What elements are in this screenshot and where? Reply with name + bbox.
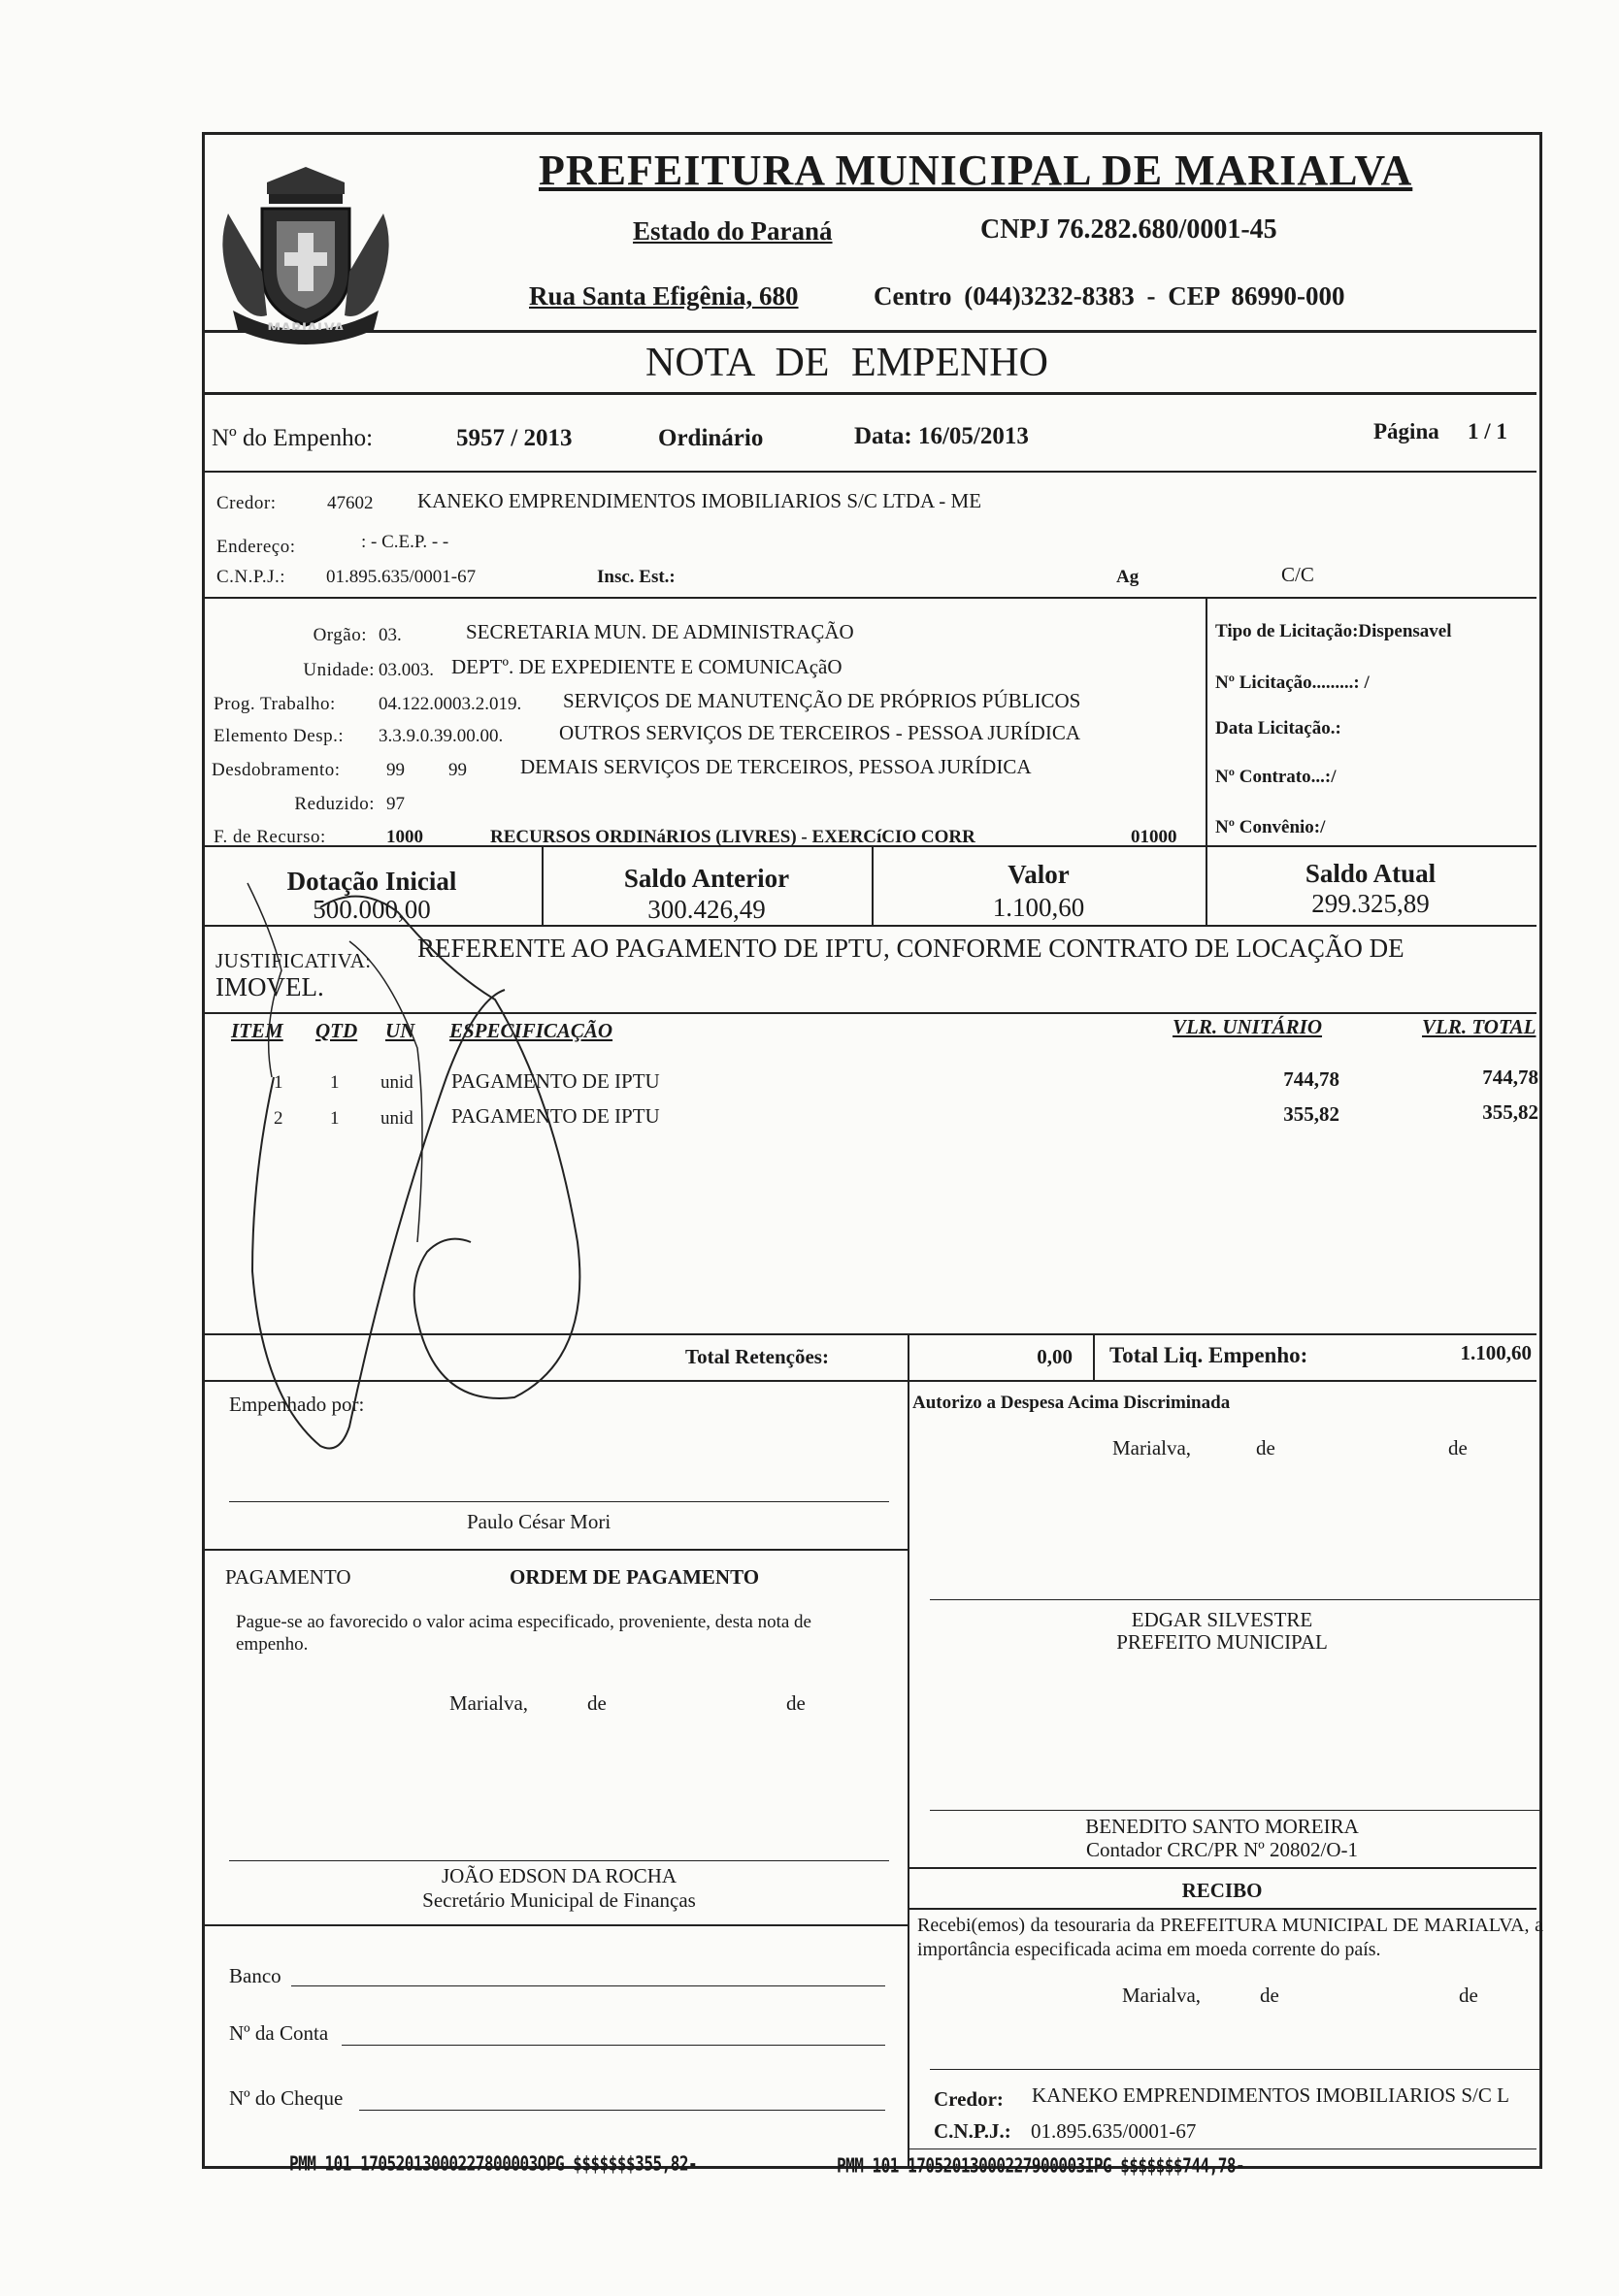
ordem-de-1: de — [587, 1691, 607, 1715]
credor-label: Credor: — [216, 493, 277, 513]
col-header-vlr-unitario: VLR. UNITÁRIO — [1173, 1015, 1323, 1038]
saldo-atual-label: Saldo Atual — [1305, 859, 1437, 888]
page-number: 1 / 1 — [1468, 419, 1507, 443]
data-licitacao: Data Licitação.: — [1215, 718, 1341, 738]
cnpj-label: C.N.P.J.: — [216, 567, 286, 587]
col-header-vlr-total: VLR. TOTAL — [1422, 1015, 1536, 1038]
empenho-date: Data: 16/05/2013 — [854, 423, 1029, 449]
banco-label: Banco — [229, 1964, 281, 1987]
divider — [202, 392, 1536, 395]
col-header-item: ITEM — [231, 1019, 283, 1042]
handwritten-signature-icon — [194, 854, 641, 1553]
recibo-cnpj-label: C.N.P.J.: — [934, 2119, 1011, 2143]
saldo-anterior-label: Saldo Anterior — [623, 864, 790, 893]
dotacao-value: 500.000,00 — [313, 895, 431, 924]
crest-ribbon-text: MARIALVA — [267, 321, 345, 337]
banco-line — [291, 1985, 885, 1986]
numero-convenio: Nº Convênio:/ — [1215, 817, 1326, 837]
tipo-licitacao: Tipo de Licitação:Dispensavel — [1215, 621, 1452, 641]
total-retencoes-value: 0,00 — [1037, 1345, 1073, 1368]
signature-line — [930, 1599, 1541, 1600]
reduzido-label: Reduzido: — [294, 794, 375, 814]
col-header-especificacao: ESPECIFICAÇÃO — [449, 1019, 613, 1042]
prog-label: Prog. Trabalho: — [214, 694, 336, 714]
recibo-title: RECIBO — [1181, 1879, 1263, 1902]
elemento-label: Elemento Desp.: — [214, 726, 345, 746]
table-row-2-un: unid — [380, 1108, 413, 1129]
contador-name: BENEDITO SANTO MOREIRA — [1085, 1815, 1359, 1838]
conta-line — [342, 2045, 885, 2046]
unidade-code: 03.003. — [379, 660, 434, 680]
reduzido-value: 97 — [386, 794, 405, 814]
empenhado-por-label: Empenhado por: — [229, 1393, 365, 1416]
recibo-credor-label: Credor: — [934, 2087, 1004, 2111]
credor-name: KANEKO EMPRENDIMENTOS IMOBILIARIOS S/C LTDA - ME — [417, 489, 982, 512]
divider — [202, 1924, 908, 1926]
col-header-un: UN — [385, 1019, 415, 1042]
table-row-2-total: 355,82 — [1482, 1100, 1538, 1124]
table-row-2-unit: 355,82 — [1283, 1102, 1339, 1126]
contador-role: Contador CRC/PR Nº 20802/O-1 — [1085, 1838, 1359, 1861]
recibo-de-1: de — [1260, 1984, 1279, 2007]
unidade-name: DEPTº. DE EXPEDIENTE E COMUNICAçãO — [451, 655, 843, 678]
numero-contrato: Nº Contrato...:/ — [1215, 767, 1337, 787]
endereco-value: : - C.E.P. - - — [361, 532, 449, 552]
divider — [908, 1867, 1536, 1869]
table-row-2-qtd: 1 — [330, 1108, 340, 1129]
recibo-marialva: Marialva, — [1122, 1984, 1202, 2007]
dotacao-label: Dotação Inicial — [286, 867, 457, 896]
total-retencoes-label: Total Retenções: — [685, 1345, 829, 1368]
elemento-code: 3.3.9.0.39.00.00. — [379, 726, 504, 746]
footer-code-2: PMM 101 17052013000227900003IPG $$$$$$$744,78- — [837, 2153, 1245, 2178]
autorizo-de-2: de — [1448, 1436, 1468, 1460]
total-liquido-value: 1.100,60 — [1460, 1341, 1532, 1364]
pagamento-label: PAGAMENTO — [225, 1565, 351, 1589]
table-row-1-unit: 744,78 — [1283, 1067, 1339, 1091]
table-row-1-un: unid — [380, 1072, 413, 1093]
fonte-code-2: 01000 — [1131, 827, 1177, 847]
signature-line — [229, 1860, 889, 1861]
signature-line — [930, 1810, 1541, 1811]
fonte-name: RECURSOS ORDINáRIOS (LIVRES) - EXERCíCIO CORR — [490, 827, 975, 847]
desdobramento-label: Desdobramento: — [212, 760, 341, 780]
empenhado-name: Paulo César Mori — [467, 1510, 611, 1533]
unidade-label: Unidade: — [303, 660, 375, 680]
agency-label: Ag — [1116, 567, 1140, 587]
saldo-atual-value: 299.325,89 — [1311, 889, 1430, 918]
orgao-code: 03. — [379, 625, 402, 645]
prefeito-name: EDGAR SILVESTRE — [1131, 1608, 1313, 1631]
divider — [908, 1380, 909, 2166]
divider — [202, 471, 1536, 473]
recibo-de-2: de — [1459, 1984, 1478, 2007]
recibo-text: Recebi(emos) da tesouraria da PREFEITURA MUNICIPAL DE MARIALVA, a importância especificada acima em moeda corrente do país. — [917, 1915, 1543, 1960]
cnpj-header: CNPJ 76.282.680/0001-45 — [980, 214, 1277, 245]
desdobramento-name: DEMAIS SERVIÇOS DE TERCEIROS, PESSOA JURÍDICA — [520, 755, 1032, 778]
divider — [202, 845, 1536, 847]
justificativa-text-2: IMOVEL. — [215, 972, 324, 1001]
table-row-2-especificacao: PAGAMENTO DE IPTU — [451, 1104, 660, 1128]
divider — [908, 1908, 1536, 1910]
street-address: Rua Santa Efigênia, 680 — [529, 281, 799, 311]
fonte-code: 1000 — [386, 827, 423, 847]
desdobramento-code-1: 99 — [386, 760, 405, 780]
divider — [202, 597, 1536, 599]
endereco-label: Endereço: — [216, 537, 296, 557]
elemento-name: OUTROS SERVIÇOS DE TERCEIROS - PESSOA JURÍDICA — [559, 721, 1081, 744]
cheque-line — [359, 2110, 885, 2111]
prog-code: 04.122.0003.2.019. — [379, 694, 522, 714]
conta-label: Nº da Conta — [229, 2021, 329, 2045]
divider — [202, 330, 1536, 333]
justificativa-text-1: REFERENTE AO PAGAMENTO DE IPTU, CONFORME CONTRATO DE LOCAÇÃO DE — [417, 934, 1404, 963]
divider — [1206, 597, 1207, 845]
ordem-de-2: de — [786, 1691, 806, 1715]
insc-est-label: Insc. Est.: — [597, 567, 676, 587]
account-label: C/C — [1281, 563, 1314, 586]
document-title: NOTA DE EMPENHO — [645, 341, 1048, 385]
empenho-number: 5957 / 2013 — [456, 425, 573, 451]
autorizo-de-1: de — [1256, 1436, 1275, 1460]
recibo-cnpj: 01.895.635/0001-67 — [1031, 2119, 1197, 2143]
empenho-number-label: Nº do Empenho: — [212, 425, 374, 451]
footer-code-1: PMM 101 17052013000227800003OPG $$$$$$$355,82- — [289, 2151, 698, 2176]
divider — [1093, 1333, 1095, 1380]
numero-licitacao: Nº Licitação.........: / — [1215, 672, 1370, 693]
table-row-1-total: 744,78 — [1482, 1066, 1538, 1089]
divider — [908, 2148, 1536, 2149]
secretario-role: Secretário Municipal de Finanças — [422, 1888, 696, 1912]
autorizo-marialva: Marialva, — [1112, 1436, 1192, 1460]
prefeito-role: PREFEITO MUNICIPAL — [1116, 1630, 1328, 1654]
justificativa-label: JUSTIFICATIVA: — [215, 949, 372, 972]
ordem-pagamento-title: ORDEM DE PAGAMENTO — [510, 1565, 760, 1589]
saldo-anterior-value: 300.426,49 — [647, 895, 766, 924]
table-row-1-qtd: 1 — [330, 1072, 340, 1093]
table-row-1-especificacao: PAGAMENTO DE IPTU — [451, 1069, 660, 1093]
table-row-2-item: 2 — [274, 1108, 283, 1129]
prog-name: SERVIÇOS DE MANUTENÇÃO DE PRÓPRIOS PÚBLICOS — [563, 689, 1081, 712]
ordem-marialva: Marialva, — [449, 1691, 529, 1715]
col-header-qtd: QTD — [315, 1019, 358, 1042]
cheque-label: Nº do Cheque — [229, 2086, 344, 2110]
municipality-title: PREFEITURA MUNICIPAL DE MARIALVA — [539, 147, 1413, 194]
table-row-1-item: 1 — [274, 1072, 283, 1093]
address-rest: Centro (044)3232-8383 - CEP 86990-000 — [874, 281, 1345, 311]
state-name: Estado do Paraná — [633, 216, 833, 246]
page-label: Página — [1373, 419, 1439, 443]
credor-cnpj: 01.895.635/0001-67 — [326, 567, 477, 587]
valor-value: 1.100,60 — [992, 893, 1085, 922]
pague-se-text: Pague-se ao favorecido o valor acima especificado, proveniente, desta nota de empenho. — [236, 1612, 811, 1655]
orgao-label: Orgão: — [313, 625, 367, 645]
credor-code: 47602 — [327, 493, 374, 513]
recibo-credor-name: KANEKO EMPRENDIMENTOS IMOBILIARIOS S/C L — [1032, 2083, 1509, 2107]
desdobramento-code-2: 99 — [448, 760, 467, 780]
orgao-name: SECRETARIA MUN. DE ADMINISTRAÇÃO — [466, 620, 854, 643]
valor-label: Valor — [1008, 860, 1070, 889]
secretario-name: JOÃO EDSON DA ROCHA — [441, 1864, 677, 1887]
empenho-type: Ordinário — [658, 425, 764, 451]
signature-line — [930, 2069, 1541, 2070]
fonte-label: F. de Recurso: — [214, 827, 326, 847]
autorizo-text: Autorizo a Despesa Acima Discriminada — [912, 1393, 1231, 1413]
total-liquido-label: Total Liq. Empenho: — [1109, 1343, 1308, 1367]
coat-of-arms-icon — [209, 155, 403, 349]
